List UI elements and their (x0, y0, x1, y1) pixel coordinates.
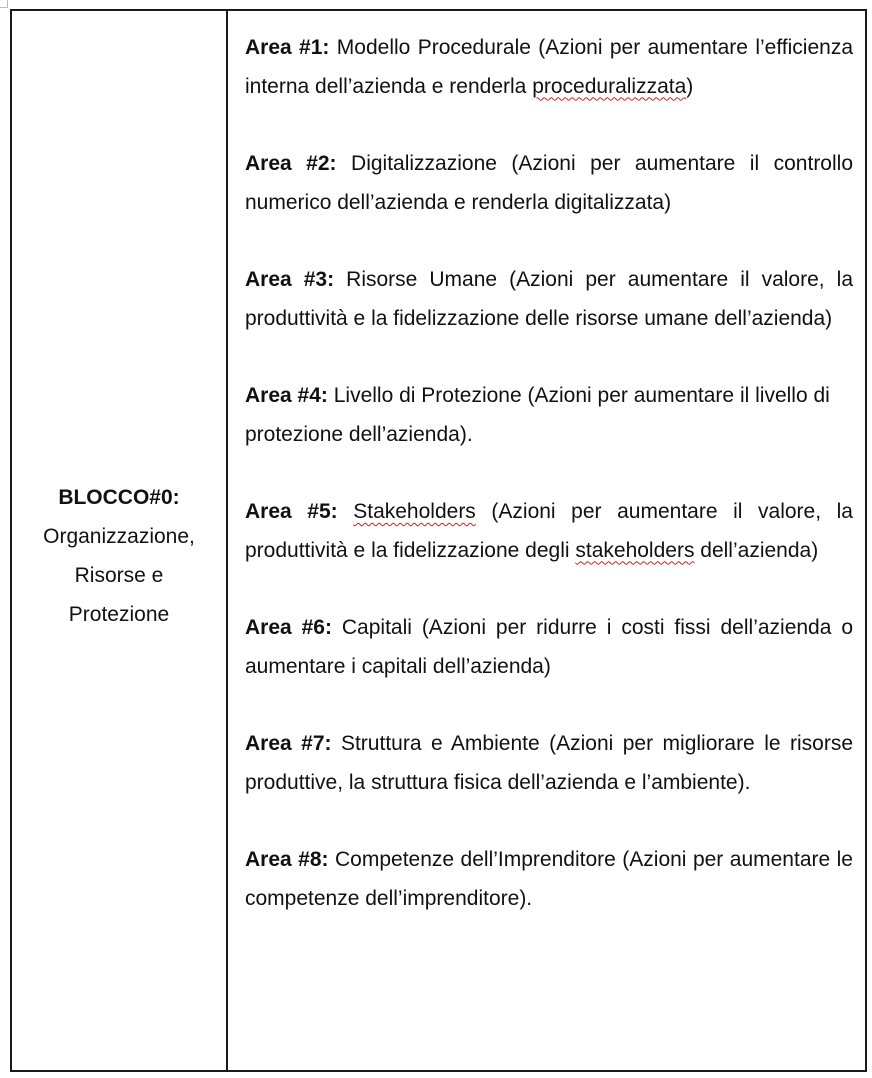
block-subtitle-line: Risorse e (74, 563, 164, 587)
document-table (10, 9, 867, 1072)
area-text: Capitali (Azioni per ridurre i costi fissi dell’azienda o aumentare i capitali dell’azienda) (245, 616, 854, 678)
area-paragraph (245, 377, 853, 454)
block-cell (12, 11, 228, 1070)
area-paragraph (245, 841, 853, 918)
area-label: Area #4: (245, 384, 328, 407)
area-text: Risorse Umane (Azioni per aumentare il valore, la produttività e la fidelizzazione delle risorse umane dell’azienda) (245, 268, 854, 330)
area-label: Area #1: (245, 36, 330, 59)
area-text: Digitalizzazione (Azioni per aumentare il controllo numerico dell’azienda e renderla digitalizzata) (245, 152, 853, 214)
area-label: Area #5: (245, 500, 338, 523)
spellcheck-word[interactable]: stakeholders (575, 538, 695, 562)
area-text: Livello di Protezione (Azioni per aumentare il livello di protezione dell’azienda). (245, 384, 830, 446)
area-text: ) (686, 74, 694, 98)
area-label: Area #8: (245, 848, 329, 871)
area-paragraph (245, 145, 853, 222)
area-paragraph (245, 29, 853, 106)
area-paragraph (245, 609, 853, 686)
area-text (338, 500, 354, 523)
area-text: Struttura e Ambiente (Azioni per migliorare le risorse produttive, la struttura fisica dell’azienda e l’ambiente). (245, 732, 853, 794)
area-text: dell’azienda) (694, 538, 819, 562)
area-text: (Azioni per aumentare il valore, la produttività e la fidelizzazione degli (245, 500, 853, 562)
block-subtitle-line: Organizzazione, (43, 524, 195, 548)
spellcheck-word[interactable]: proceduralizzata (532, 74, 687, 98)
area-label: Area #2: (245, 152, 337, 175)
area-paragraph (245, 493, 853, 570)
page-corner-mark (0, 0, 8, 8)
block-subtitle-line: Protezione (68, 602, 170, 626)
area-paragraph (245, 261, 853, 338)
area-label: Area #6: (245, 616, 332, 639)
spellcheck-word[interactable]: Stakeholders (353, 500, 476, 523)
area-paragraph (245, 725, 853, 802)
area-label: Area #3: (245, 268, 335, 291)
area-text: Modello Procedurale (Azioni per aumentare l’efficienza interna dell’azienda e renderla (245, 36, 853, 98)
area-text: Competenze dell’Imprenditore (Azioni per aumentare le competenze dell’imprenditore). (245, 848, 853, 910)
area-label: Area #7: (245, 732, 332, 755)
block-heading (43, 478, 195, 634)
block-title: BLOCCO#0: (58, 485, 180, 509)
areas-cell (228, 11, 865, 1070)
